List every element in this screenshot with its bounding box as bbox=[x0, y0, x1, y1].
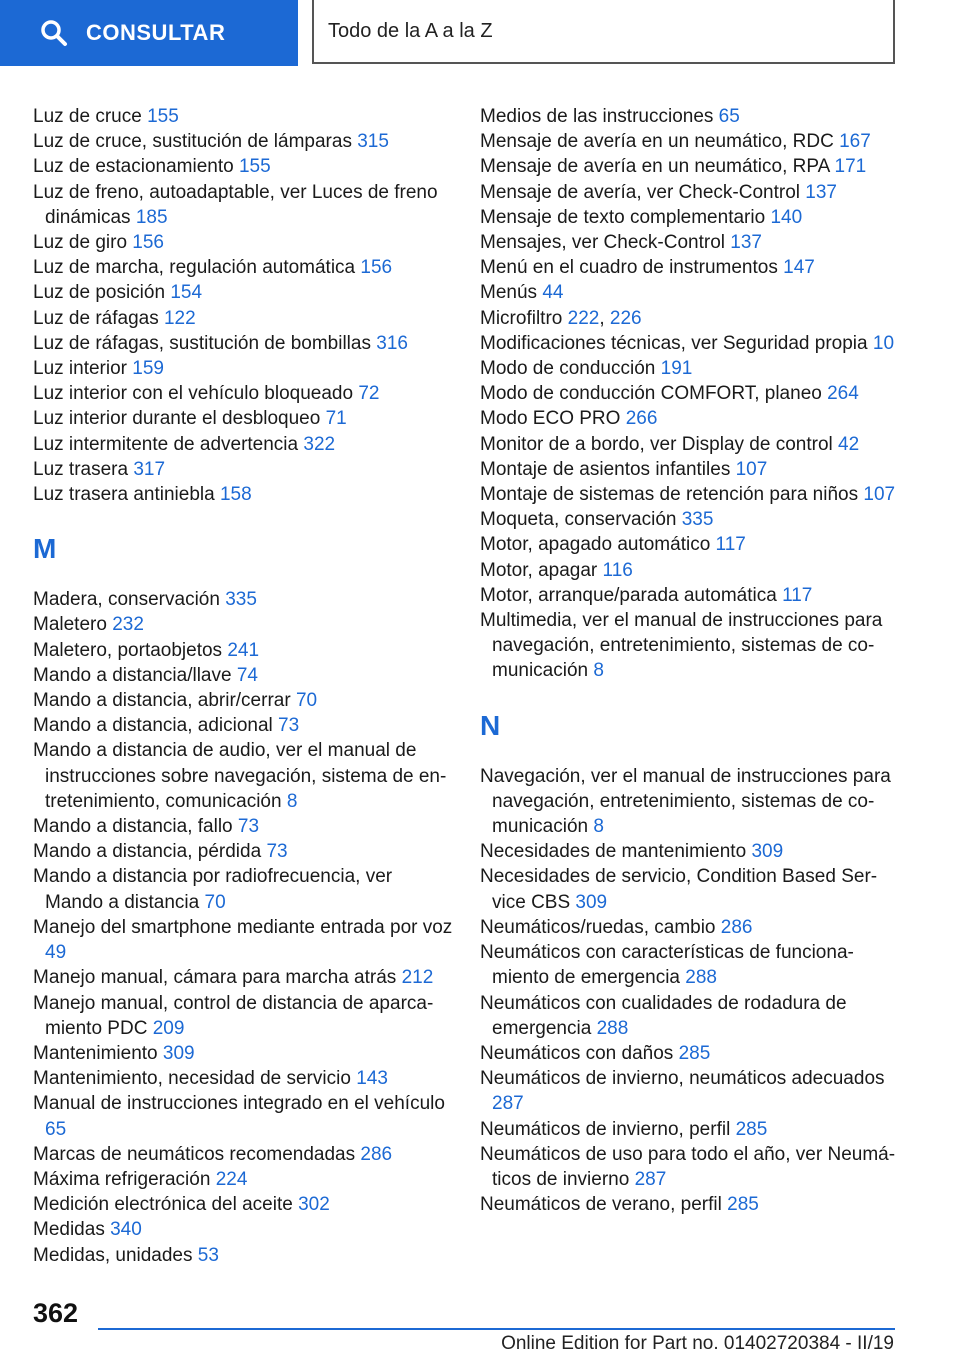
index-entry-text: Mensaje de avería en un neumático, RPA bbox=[480, 156, 830, 178]
index-entry bbox=[33, 738, 453, 814]
tab-az-index[interactable] bbox=[312, 0, 895, 64]
page-link[interactable]: 287 bbox=[634, 1168, 667, 1190]
page-link[interactable]: 335 bbox=[225, 589, 257, 611]
top-bar bbox=[0, 0, 960, 66]
page-link[interactable]: 74 bbox=[236, 664, 258, 686]
index-entry-text: Luz trasera bbox=[33, 458, 129, 480]
index-entry-text: Necesidades de mantenimiento bbox=[480, 841, 747, 863]
index-column-left bbox=[33, 104, 453, 1268]
index-entry bbox=[33, 814, 453, 839]
index-entry bbox=[480, 915, 900, 940]
index-entry-text: Luz interior durante el desbloqueo bbox=[33, 408, 321, 430]
index-entry bbox=[480, 608, 900, 684]
index-entry-text: Madera, conservación bbox=[33, 589, 220, 611]
index-entry bbox=[480, 381, 900, 406]
index-entry-text: Luz de marcha, regulación automática bbox=[33, 257, 356, 279]
index-entry bbox=[480, 991, 900, 1041]
page-link[interactable]: 224 bbox=[215, 1168, 248, 1190]
page-link[interactable]: 10 bbox=[872, 332, 895, 354]
index-entry-text: Neumáticos de invierno, perfil bbox=[480, 1118, 731, 1140]
page-link[interactable]: 232 bbox=[112, 614, 144, 636]
page-link[interactable]: 42 bbox=[838, 433, 860, 455]
index-entry-text: Navegación, ver el manual de instrucciones para navegación, entretenimiento, sistemas de comunicación bbox=[480, 765, 891, 838]
index-entry-text: Montaje de sistemas de retención para niños bbox=[480, 484, 859, 506]
page-link[interactable]: 137 bbox=[805, 181, 837, 203]
index-entry bbox=[480, 482, 900, 507]
page-link[interactable]: 44 bbox=[542, 282, 564, 304]
index-entry bbox=[480, 507, 900, 532]
page-link[interactable]: 317 bbox=[133, 458, 166, 480]
index-entry-text: Luz trasera antiniebla bbox=[33, 484, 215, 506]
page-link[interactable]: 156 bbox=[132, 232, 164, 254]
page-link[interactable]: 122 bbox=[163, 307, 196, 329]
page-link[interactable]: 288 bbox=[685, 967, 717, 989]
index-entry bbox=[480, 129, 900, 154]
index-entry bbox=[480, 1142, 900, 1192]
consult-button[interactable] bbox=[0, 0, 298, 66]
index-entry-text: Luz de estacionamiento bbox=[33, 156, 234, 178]
index-entry bbox=[480, 104, 900, 129]
page-link[interactable]: 73 bbox=[266, 841, 288, 863]
index-entry bbox=[480, 280, 900, 305]
index-entry bbox=[33, 457, 453, 482]
index-entry-text: Moqueta, conservación bbox=[480, 509, 677, 531]
index-entry-text: Medidas, unidades bbox=[33, 1244, 193, 1266]
index-entry bbox=[480, 764, 900, 840]
index-entry-text: Microfiltro bbox=[480, 307, 563, 329]
index-entry-text: Luz de freno, autoadaptable, ver Luces de freno dinámicas bbox=[33, 181, 438, 228]
page-link[interactable]: 264 bbox=[827, 383, 859, 405]
index-entry-text: Motor, arranque/parada automática bbox=[480, 584, 777, 606]
page-link[interactable]: 158 bbox=[219, 484, 252, 506]
page-link[interactable]: 70 bbox=[295, 690, 318, 712]
index-entry-text: Mensaje de texto complementario bbox=[480, 206, 766, 228]
index-entry-text: Mando a distancia de audio, ver el manual de instrucciones sobre navegación, sistema de entretenimiento, comunicación bbox=[33, 740, 447, 812]
page-link[interactable]: 191 bbox=[660, 358, 693, 380]
index-section-letter: M bbox=[33, 533, 57, 565]
index-entry bbox=[33, 965, 453, 990]
index-entry-text: Luz interior con el vehículo bloqueado bbox=[33, 383, 354, 405]
page-link[interactable]: 137 bbox=[730, 232, 762, 254]
index-entry bbox=[480, 205, 900, 230]
page-number: 362 bbox=[33, 1298, 79, 1328]
index-entry-text: Manejo manual, cámara para marcha atrás bbox=[33, 967, 397, 989]
index-entry bbox=[33, 280, 453, 305]
index-entry bbox=[480, 1041, 900, 1066]
index-entry bbox=[33, 1167, 453, 1192]
index-entry bbox=[33, 432, 453, 457]
index-entry bbox=[33, 180, 453, 230]
index-entry bbox=[33, 587, 453, 612]
index-entry bbox=[33, 306, 453, 331]
page-link[interactable]: 167 bbox=[839, 131, 871, 153]
page-link[interactable]: 159 bbox=[132, 358, 164, 380]
index-entry-text: Manejo del smartphone mediante entrada por voz bbox=[33, 916, 453, 938]
index-entry-text: Luz de giro bbox=[33, 232, 128, 254]
index-entry-text: Motor, apagar bbox=[480, 559, 598, 581]
page-link[interactable]: 266 bbox=[625, 408, 658, 430]
page-link[interactable]: 117 bbox=[715, 534, 746, 556]
index-entry bbox=[33, 1217, 453, 1242]
page-link[interactable]: 155 bbox=[238, 156, 271, 178]
index-entry-text: Multimedia, ver el manual de instrucciones para navegación, entretenimiento, sistemas de comunicación bbox=[480, 610, 883, 682]
page-link[interactable]: 73 bbox=[278, 715, 300, 737]
index-entry-text: Neumáticos de uso para todo el año, ver Neumáticos de invierno bbox=[480, 1143, 896, 1190]
index-entry-text: Neumáticos con cualidades de rodadura de emergencia bbox=[480, 992, 847, 1039]
page-link[interactable]: 117 bbox=[782, 584, 813, 606]
index-entry-text: Mensaje de avería en un neumático, RDC bbox=[480, 131, 834, 153]
index-entry bbox=[480, 839, 900, 864]
page-link[interactable]: 309 bbox=[751, 841, 784, 863]
page-link[interactable]: 288 bbox=[596, 1017, 629, 1039]
page-link[interactable]: 116 bbox=[602, 559, 633, 581]
index-entry bbox=[33, 1142, 453, 1167]
index-entry-text: Luz de ráfagas, sustitución de bombillas bbox=[33, 332, 371, 354]
page-link[interactable]: 156 bbox=[360, 257, 393, 279]
index-entry bbox=[33, 713, 453, 738]
index-entry bbox=[33, 663, 453, 688]
page-link[interactable]: 72 bbox=[358, 383, 380, 405]
index-entry-text: Maletero bbox=[33, 614, 107, 636]
page-link[interactable]: 107 bbox=[863, 484, 896, 506]
page-link[interactable]: 209 bbox=[152, 1017, 185, 1039]
page-link[interactable]: 8 bbox=[593, 816, 604, 838]
index-entry-text: Modificaciones técnicas, ver Seguridad propia bbox=[480, 332, 868, 354]
index-entry-text: Mando a distancia, abrir/cerrar bbox=[33, 690, 291, 712]
index-entry bbox=[480, 432, 900, 457]
index-entry-text: Marcas de neumáticos recomendadas bbox=[33, 1143, 356, 1165]
index-entry-text: Luz de posición bbox=[33, 282, 166, 304]
index-entry-text: Modo de conducción bbox=[480, 358, 656, 380]
index-entry-text: Mensajes, ver Check-Control bbox=[480, 232, 725, 254]
page-link[interactable]: 340 bbox=[110, 1219, 142, 1241]
index-entry bbox=[33, 1041, 453, 1066]
page-link[interactable]: 171 bbox=[834, 156, 867, 178]
page-link[interactable]: 147 bbox=[783, 257, 815, 279]
index-entry-text: Medios de las instrucciones bbox=[480, 106, 714, 127]
page-link[interactable]: 71 bbox=[325, 408, 347, 430]
index-entry bbox=[33, 230, 453, 255]
index-entry bbox=[33, 839, 453, 864]
footer-divider bbox=[98, 1328, 895, 1330]
page-link[interactable]: 302 bbox=[298, 1194, 330, 1216]
index-entry bbox=[33, 638, 453, 663]
page-link[interactable]: 316 bbox=[376, 332, 408, 354]
index-entry-text: Luz de cruce bbox=[33, 106, 142, 127]
index-entry-text: Mando a distancia/llave bbox=[33, 664, 232, 686]
page-link[interactable]: 241 bbox=[227, 639, 260, 661]
index-entry bbox=[33, 482, 453, 507]
index-entry-text: Neumáticos con daños bbox=[480, 1042, 674, 1064]
index-entry-text: Maletero, portaobjetos bbox=[33, 639, 223, 661]
page-link[interactable]: 322 bbox=[303, 433, 336, 455]
index-entry bbox=[33, 612, 453, 637]
index-entry-text: Mando a distancia, pérdida bbox=[33, 841, 262, 863]
index-entry bbox=[480, 255, 900, 280]
index-entry bbox=[480, 864, 900, 914]
search-icon bbox=[40, 19, 68, 47]
index-entry bbox=[480, 558, 900, 583]
page-link[interactable]: 222 bbox=[567, 307, 600, 329]
index-entry-text: Motor, apagado automático bbox=[480, 534, 711, 556]
index-entry-text: Neumáticos de invierno, neumáticos adecuados bbox=[480, 1068, 885, 1090]
index-entry bbox=[480, 406, 900, 431]
index-entry-text: Luz de cruce, sustitución de lámparas bbox=[33, 131, 352, 153]
index-entry-text: Mensaje de avería, ver Check-Control bbox=[480, 181, 800, 203]
index-entry bbox=[33, 406, 453, 431]
page-link[interactable]: 286 bbox=[720, 916, 753, 938]
index-entry bbox=[480, 1192, 900, 1217]
index-entry-text: Luz intermitente de advertencia bbox=[33, 433, 299, 455]
index-entry-text: Menú en el cuadro de instrumentos bbox=[480, 257, 778, 279]
index-entry bbox=[33, 991, 453, 1041]
index-entry bbox=[480, 1066, 900, 1116]
page-link[interactable]: 315 bbox=[357, 131, 389, 153]
index-entry-text: Manejo manual, control de distancia de aparcamiento PDC bbox=[33, 992, 434, 1039]
index-entry bbox=[33, 1066, 453, 1091]
page-link[interactable]: 212 bbox=[401, 967, 434, 989]
index-entry bbox=[33, 255, 453, 280]
index-entry bbox=[480, 356, 900, 381]
index-entry bbox=[480, 331, 900, 356]
index-entry-text: Neumáticos de verano, perfil bbox=[480, 1194, 722, 1216]
index-entry-text: Monitor de a bordo, ver Display de control bbox=[480, 433, 833, 455]
page-link[interactable]: 285 bbox=[735, 1118, 768, 1140]
index-entry bbox=[480, 457, 900, 482]
footer-edition: Online Edition for Part no. 01402720384 - II/19 bbox=[501, 1333, 894, 1354]
page-link[interactable]: 140 bbox=[770, 206, 803, 228]
index-entry-text: Menús bbox=[480, 282, 538, 304]
index-entry bbox=[33, 356, 453, 381]
index-entry-text: Luz interior bbox=[33, 358, 127, 380]
page-link[interactable]: 8 bbox=[593, 660, 604, 682]
index-entry-text: Necesidades de servicio, Condition Based Service CBS bbox=[480, 866, 878, 913]
index-entry bbox=[33, 864, 453, 914]
index-entry bbox=[33, 331, 453, 356]
index-entry bbox=[33, 129, 453, 154]
index-entry bbox=[480, 154, 900, 179]
page-link[interactable]: 53 bbox=[197, 1244, 219, 1266]
index-entry-text: Mando a distancia, fallo bbox=[33, 816, 233, 838]
index-entry bbox=[33, 381, 453, 406]
index-entry-text: Mando a distancia por radiofrecuencia, ver Mando a distancia bbox=[33, 866, 393, 913]
index-entry-text: Modo de conducción COMFORT, planeo bbox=[480, 383, 822, 405]
page-link[interactable]: 8 bbox=[286, 790, 298, 812]
page-link[interactable]: 285 bbox=[678, 1042, 711, 1064]
page-link[interactable]: 65 bbox=[45, 1118, 67, 1140]
index-entry-text: Mantenimiento, necesidad de servicio bbox=[33, 1068, 351, 1090]
page-link[interactable]: 309 bbox=[162, 1042, 195, 1064]
index-entry bbox=[33, 915, 453, 965]
page-link[interactable]: 65 bbox=[718, 106, 740, 127]
page-link[interactable]: 185 bbox=[135, 206, 168, 228]
index-entry bbox=[480, 532, 900, 557]
page-link[interactable]: 226 bbox=[609, 307, 642, 329]
index-column-right bbox=[480, 104, 900, 1217]
index-entry-text: Manual de instrucciones integrado en el vehículo bbox=[33, 1093, 445, 1115]
index-entry bbox=[480, 940, 900, 990]
page-link[interactable]: 335 bbox=[681, 509, 714, 531]
index-entry-text: Medición electrónica del aceite bbox=[33, 1194, 293, 1216]
index-entry bbox=[33, 1243, 453, 1268]
index-entry-text: Neumáticos con características de funcionamiento de emergencia bbox=[480, 942, 854, 989]
index-entry bbox=[480, 583, 900, 608]
index-section-letter: N bbox=[480, 709, 501, 741]
page-link[interactable]: 287 bbox=[492, 1093, 524, 1115]
page-link[interactable]: 70 bbox=[204, 891, 226, 913]
index-entry-text: Luz de ráfagas bbox=[33, 307, 159, 329]
index-entry-text: Medidas bbox=[33, 1219, 105, 1241]
index-entry bbox=[33, 154, 453, 179]
index-entry-text: Neumáticos/ruedas, cambio bbox=[480, 916, 716, 938]
page-link[interactable]: 49 bbox=[45, 942, 67, 964]
tab-az-label: Todo de la A a la Z bbox=[328, 19, 493, 42]
index-entry bbox=[480, 180, 900, 205]
index-entry bbox=[33, 1091, 453, 1141]
page-link[interactable]: 107 bbox=[735, 458, 768, 480]
page-link[interactable]: 143 bbox=[356, 1068, 388, 1090]
page-link[interactable]: 155 bbox=[147, 106, 179, 127]
index-entry-text: Mando a distancia, adicional bbox=[33, 715, 273, 737]
index-entry-text: Modo ECO PRO bbox=[480, 408, 621, 430]
page-link[interactable]: 154 bbox=[170, 282, 203, 304]
page-link[interactable]: 309 bbox=[575, 891, 608, 913]
index-entry-text: Montaje de asientos infantiles bbox=[480, 458, 731, 480]
index-entry: Microfiltro 222, 226 bbox=[480, 307, 642, 329]
page-link[interactable]: 286 bbox=[360, 1143, 393, 1165]
index-entry bbox=[480, 230, 900, 255]
index-entry bbox=[480, 1117, 900, 1142]
consult-button-label: CONSULTAR bbox=[86, 20, 226, 45]
page-link[interactable]: 73 bbox=[237, 816, 260, 838]
index-entry bbox=[33, 104, 453, 129]
index-entry-text: Mantenimiento bbox=[33, 1042, 158, 1064]
index-entry-text: Máxima refrigeración bbox=[33, 1168, 211, 1190]
index-entry bbox=[33, 688, 453, 713]
index-entry bbox=[33, 1192, 453, 1217]
page-link[interactable]: 285 bbox=[727, 1194, 759, 1216]
